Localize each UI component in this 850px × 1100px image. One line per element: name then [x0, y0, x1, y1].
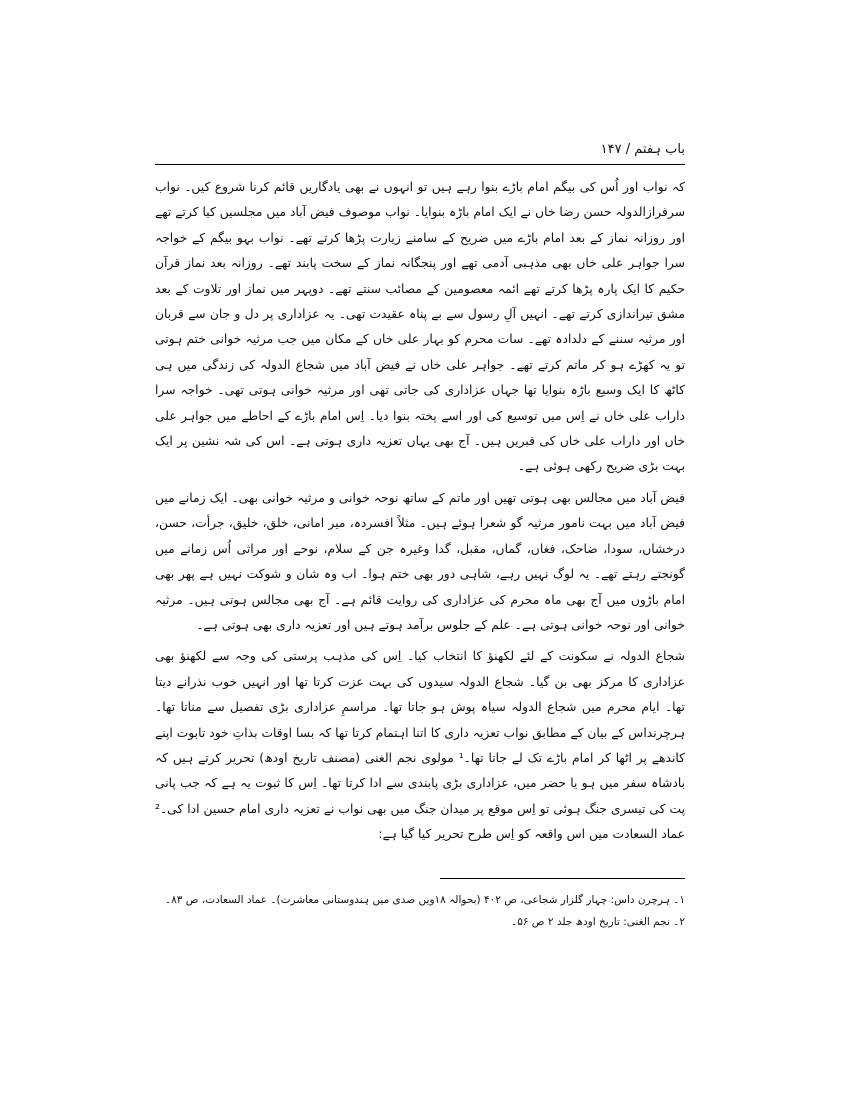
paragraph-3: شجاع الدولہ نے سکونت کے لئے لکھنؤ کا انتخاب کیا۔ اِس کی مذہب پرستی کی وجہ سے لکھنؤ بھی عزاداری کا مرکز بھی بن گیا۔ شجاع الدولہ سیدوں کی بہت عزت کرتا تھا اور انہیں خوب نذرانے دیتا تھا۔ ایام محرم میں شجاع الدولہ سیاہ پوش ہو جاتا تھا۔ مراسمِ عزاداری بڑی تفصیل سے مناتا تھا۔ ہرچرنداس کے بیان کے مطابق نواب تعزیہ داری کا اتنا اہتمام کرتا تھا کہ بسا اوقات بذاتِ خود تابوت اپنے کاندھے پر اٹھا کر امام باڑے تک لے جاتا تھا۔¹ مولوی نجم الغنی (مصنف تاریخ اودھ) تحریر کرتے ہیں کہ بادشاہ سفر میں ہو یا حضر میں، عزاداری بڑی پابندی سے ادا کرتا تھا۔ اِس کا ثبوت یہ ہے کہ جب پانی پت کی تیسری جنگ ہوئی تو اِس موقع پر میدان جنگ میں بھی نواب نے تعزیہ داری امام حسین ادا کی۔² عماد السعادت میں اس واقعہ کو اِس طرح تحریر کیا گیا ہے: [155, 649, 685, 842]
paragraph-2: فیض آباد میں مجالس بھی ہوتی تھیں اور ماتم کے ساتھ نوحہ خوانی و مرثیہ خوانی بھی۔ ایک زمانے میں فیض آباد میں بہت نامور مرثیہ گو شعرا ہوئے ہیں۔ مثلاً افسردہ، میر امانی، خلق، خلیق، جرأت، حسن، درخشاں، سودا، ضاحک، فغاں، گماں، مقبل، گدا وغیرہ جن کے سلام، نوحے اور مراثی اُس زمانے میں گونجتے رہتے تھے۔ یہ لوگ نہیں رہے، شاہی دور بھی ختم ہوا۔ اب وہ شان و شوکت نہیں ہے پھر بھی امام باڑوں میں آج بھی ماہ محرم کی عزاداری کی روایت قائم ہے۔ آج بھی مجالس ہوتی ہیں۔ مرثیہ خوانی اور نوحہ خوانی ہوتی ہے۔ علم کے جلوس برآمد ہوتے ہیں اور تعزیہ داری بھی ہوتی ہے۔ [155, 490, 685, 632]
page-body [155, 175, 685, 848]
footnote-divider [440, 878, 685, 879]
footnote-1: ۱۔ ہرچرن داس: چہار گلزار شجاعی، ص ۴۰۲ (بحوالہ ۱۸ویں صدی میں ہندوستانی معاشرت)۔ عماد السعادت، ص ۸۳۔ [165, 893, 685, 906]
paragraph-1: کہ نواب اور اُس کی بیگم امام باڑے بنوا رہے ہیں تو انہوں نے بھی یادگاریں قائم کرنا شروع کیں۔ نواب سرفرازالدولہ حسن رضا خاں نے ایک امام باڑہ بنوایا۔ نواب موصوف فیض آباد میں مجلسیں کیا کرتے تھے اور روزانہ نماز کے بعد امام باڑے میں ضریح کے سامنے زیارت پڑھا کرتے تھے۔ نواب بہو بیگم کے خواجہ سرا جواہر علی خاں بھی مذہبی آدمی تھے اور پنجگانہ نماز کے سخت پابند تھے۔ روزانہ بعد نماز قرآن حکیم کا ایک پارہ پڑھا کرتے تھے ائمہ معصومین کے مصائب سنتے تھے۔ دوپہر میں نماز اور تلاوت کے بعد مشق تیراندازی کرتے تھے۔ انہیں آلِ رسول سے بے پناہ عقیدت تھی۔ یہ عزاداری پر دل و جان سے قربان اور مرثیہ سننے کے دلدادہ تھے۔ سات محرم کو بہار علی خاں کے مکان میں جب مرثیہ خوانی ختم ہوتی تو یہ کھڑے ہو کر ماتم کرتے تھے۔ جواہر علی خاں نے فیض آباد میں شجاع الدولہ کی زندگی میں ہی کاٹھ کا ایک وسیع باڑہ بنوایا تھا جہاں عزاداری کی جاتی تھی اور مرثیہ خوانی ہوتی تھی۔ خواجہ سرا داراب علی خاں نے اِس میں توسیع کی اور اسے پختہ بنوا دیا۔ اِس امام باڑے کے احاطے میں جواہر علی خاں اور داراب علی خاں کی قبریں ہیں۔ آج بھی یہاں تعزیہ داری ہوتی ہے۔ اس کی شہ نشین پر ایک بہت بڑی ضریح رکھی ہوئی ہے۔ [155, 180, 685, 474]
document-page [155, 140, 685, 933]
footnote-2: ۲۔ نجم الغنی: تاریخ اودھ جلد ۲ ص ۵۶۔ [511, 915, 685, 928]
footnotes [155, 889, 685, 933]
running-head: باب ہفتم / ۱۴۷ [155, 140, 685, 165]
